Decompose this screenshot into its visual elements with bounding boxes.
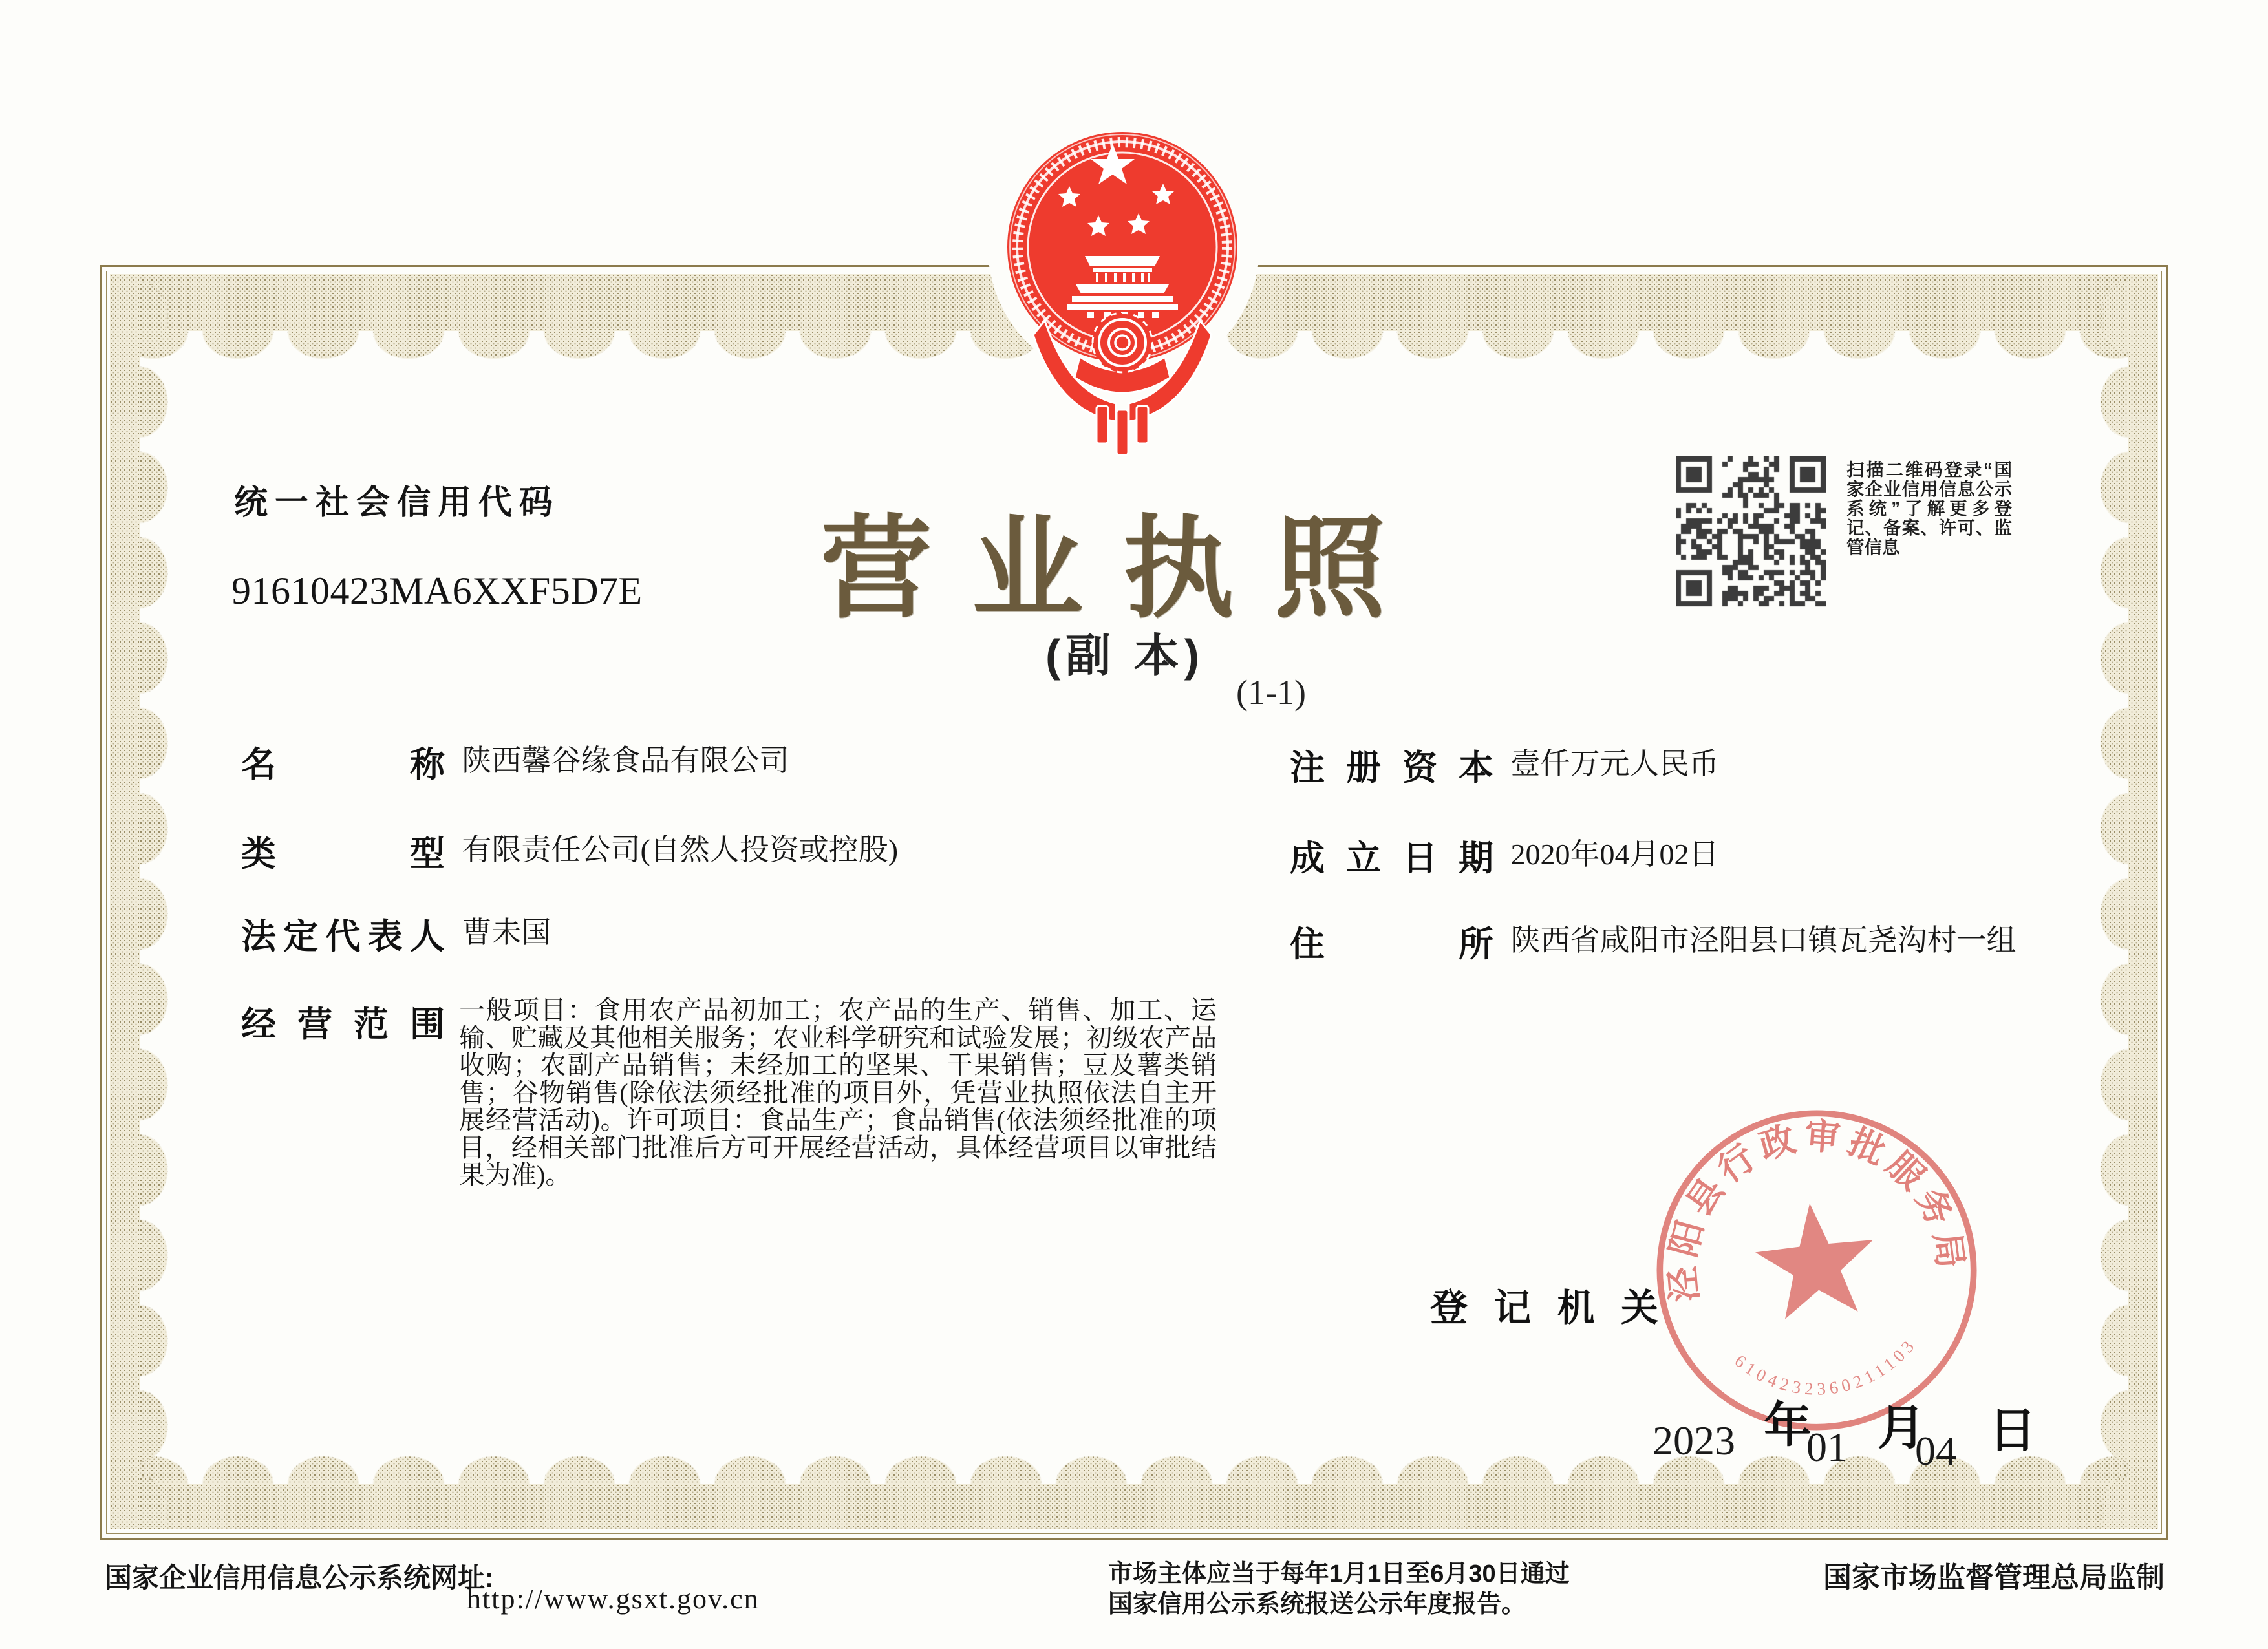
- field-row-address: [1290, 917, 2016, 966]
- field-value-business-scope: 一般项目：食用农产品初加工；农产品的生产、销售、加工、运输、贮藏及其他相关服务；农业科学研究和试验发展；初级农产品收购；农副产品销售；未经加工的坚果、干果销售；豆及薯类销售；谷物销售(除依法须经批准的项目外，凭营业执照依法自主开展经营活动)。许可项目：食品生产；食品销售(依法须经批准的项目，经相关部门批准后方可开展经营活动，具体经营项目以审批结果为准)。: [459, 995, 1217, 1189]
- border-scallop-left: [140, 274, 168, 1529]
- seal-text: 泾阳县行政审批服务局: [1662, 1115, 1972, 1304]
- field-value-address: 陕西省咸阳市泾阳县口镇瓦尧沟村一组: [1510, 924, 2017, 957]
- border-band-left: [110, 274, 140, 1529]
- qr-code: [1676, 456, 1826, 612]
- field-value-establish-date: 2020年04月02日: [1510, 838, 1719, 871]
- field-row-business-scope: [241, 997, 445, 1047]
- registration-authority-label: 登记机关: [1430, 1287, 1658, 1329]
- credit-code-value: 91610423MA6XXF5D7E: [231, 569, 643, 612]
- field-label-registered-capital: 注册资本: [1290, 749, 1493, 787]
- field-label-address: 住所: [1290, 925, 1493, 964]
- date-day-unit: 日: [1989, 1403, 2037, 1457]
- footer-site-label: 国家企业信用信息公示系统网址:: [105, 1562, 494, 1593]
- field-row-name: [241, 737, 789, 787]
- date-day: 04: [1915, 1428, 1956, 1474]
- field-row-type: [241, 826, 898, 876]
- field-value-registered-capital: 壹仟万元人民币: [1510, 747, 1719, 780]
- credit-code-label: 统一社会信用代码: [234, 484, 561, 522]
- date-year: 2023: [1653, 1418, 1735, 1463]
- seal-number: 6104232360211103: [1731, 1334, 1921, 1399]
- field-row-legal-representative: [241, 909, 551, 959]
- field-row-registered-capital: [1290, 740, 1718, 790]
- field-value-type: 有限责任公司(自然人投资或控股): [462, 833, 899, 866]
- date-year-unit: 年: [1764, 1398, 1812, 1452]
- date-month-unit: 月: [1878, 1401, 1925, 1454]
- field-label-business-scope: 经营范围: [241, 1005, 445, 1044]
- border-scallop-bottom: [110, 1456, 2158, 1484]
- field-label-legal-representative: 法定代表人: [241, 917, 445, 956]
- qr-caption: 扫描二维码登录“国家企业信用信息公示系统”了解更多登记、备案、许可、监管信息: [1846, 460, 2012, 557]
- field-label-type: 类型: [241, 835, 445, 873]
- border-band-right: [2128, 274, 2158, 1529]
- footer-site-url: http://www.gsxt.gov.cn: [467, 1583, 760, 1615]
- border-band-bottom: [110, 1484, 2158, 1529]
- footer-annual-report-line1: 市场主体应当于每年1月1日至6月30日通过: [1108, 1560, 1570, 1588]
- official-seal: [1632, 1085, 2002, 1455]
- field-value-name: 陕西馨谷缘食品有限公司: [462, 744, 789, 777]
- border-scallop-right: [2100, 274, 2128, 1529]
- copy-page-index: (1-1): [1236, 673, 1306, 712]
- page-title: 营业执照: [820, 507, 1426, 631]
- date-month: 01: [1806, 1424, 1848, 1470]
- national-emblem-icon: [1007, 129, 1240, 462]
- field-row-establish-date: [1290, 831, 1718, 880]
- doc-subtitle-copy: (副 本): [1045, 630, 1205, 681]
- field-label-name: 名称: [241, 745, 445, 784]
- footer-annual-report-note: [1108, 1559, 1570, 1620]
- footer-annual-report-line2: 国家信用公示系统报送公示年度报告。: [1108, 1591, 1526, 1618]
- field-label-establish-date: 成立日期: [1290, 839, 1493, 878]
- footer-issuer: 国家市场监督管理总局监制: [1823, 1562, 2165, 1593]
- field-value-legal-representative: 曹未国: [462, 916, 551, 949]
